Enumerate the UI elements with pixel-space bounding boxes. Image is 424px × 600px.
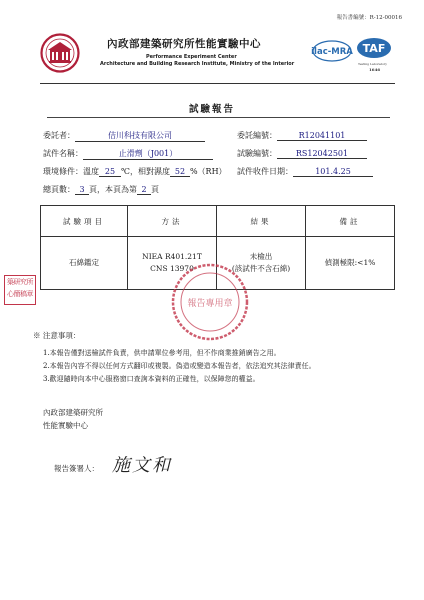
pages-current: 2 (137, 185, 151, 195)
ilac-text: ilac-MRA (311, 47, 353, 57)
note-3: 3.歡迎隨時向本中心服務窗口查詢本資料的正確性，以保障您的權益。 (43, 375, 260, 383)
commission-no-value: R12041101 (277, 131, 367, 141)
table-header-row (41, 206, 395, 237)
env-temp-unit: ℃，相對濕度 (121, 167, 170, 176)
method-line-1: NIEA R401.21T (142, 252, 202, 261)
received-label: 試件收件日期： (237, 167, 293, 176)
test-no-row (237, 148, 367, 159)
pages-suffix: 頁 (151, 185, 159, 194)
commission-no-label: 委託編號： (237, 131, 277, 140)
header-result: 結果 (217, 206, 306, 237)
taf-logo (356, 37, 392, 59)
report-number: 報告書編號：R-12-00016 (336, 15, 402, 21)
test-no-label: 試驗編號： (237, 149, 277, 158)
taf-number: 1646 (369, 67, 381, 72)
institute-name-en-1: Performance Experiment Center (146, 54, 237, 60)
issuer-line-1: 內政部建築研究所 (43, 408, 103, 417)
client-row (43, 130, 205, 142)
received-value: 101.4.25 (293, 167, 373, 177)
issuer-line-2: 性能實驗中心 (43, 421, 88, 430)
client-value: 佶川科技有限公司 (75, 130, 205, 142)
env-temp-value: 25 (99, 167, 121, 177)
institute-logo (40, 33, 80, 73)
report-stamp (170, 262, 250, 342)
header-remark: 備註 (306, 206, 395, 237)
pages-prefix: 總頁數： (43, 185, 75, 194)
margin-seal (4, 275, 36, 305)
env-rh-unit: %（RH） (189, 167, 227, 176)
header-method: 方法 (128, 206, 217, 237)
sample-name-label: 試件名稱： (43, 149, 83, 158)
signature: 施文和 (112, 455, 172, 476)
sample-name-value: 止滑劑（J001） (83, 148, 213, 160)
env-row (43, 166, 227, 177)
sample-row (43, 148, 213, 160)
taf-text: TAF (362, 42, 386, 55)
client-label: 委託者： (43, 131, 75, 140)
report-title: 試驗報告 (188, 104, 235, 115)
taf-caption: Testing Laboratory (358, 62, 387, 66)
pages-row (43, 184, 159, 195)
received-row (237, 166, 373, 177)
result-line-2: (該試件不含石綿) (231, 264, 291, 273)
seal-line-2: 心簡稿章 (7, 290, 33, 298)
note-2: 2.本報告內容不得以任何方式翻印或複製。偽造或變造本報告者，依法追究其法律責任。 (43, 362, 316, 370)
test-no-value: RS12042501 (277, 149, 367, 159)
cell-remark: 偵測極限:<1% (306, 237, 395, 290)
env-rh-value: 52 (170, 167, 190, 177)
header-divider (40, 83, 395, 84)
cell-item: 石綿鑑定 (41, 237, 128, 290)
notes-heading: ※ 注意事項： (33, 331, 81, 340)
pages-total: 3 (75, 185, 89, 195)
signatory-label: 報告簽署人： (54, 464, 99, 473)
ilac-mra-logo (311, 39, 353, 63)
stamp-text: 報告專用章 (187, 299, 233, 309)
institute-name-zh: 內政部建築研究所性能實驗中心 (107, 38, 261, 50)
pages-mid: 頁，本頁為第 (89, 185, 137, 194)
seal-line-1: 築研究所 (7, 278, 33, 286)
env-label: 環境條件：溫度 (43, 167, 99, 176)
commission-row (237, 130, 367, 141)
institute-name-en-2: Architecture and Building Research Institute, Ministry of the Interior (100, 61, 295, 67)
title-underline (47, 117, 390, 118)
note-1: 1.本報告僅對送檢試件負責，供申請單位參考用，但不作商業推銷廣告之用。 (43, 349, 281, 357)
result-line-1: 未檢出 (249, 252, 273, 261)
method-line-2: CNS 13970 (150, 264, 194, 273)
header-item: 試驗項目 (41, 206, 128, 237)
